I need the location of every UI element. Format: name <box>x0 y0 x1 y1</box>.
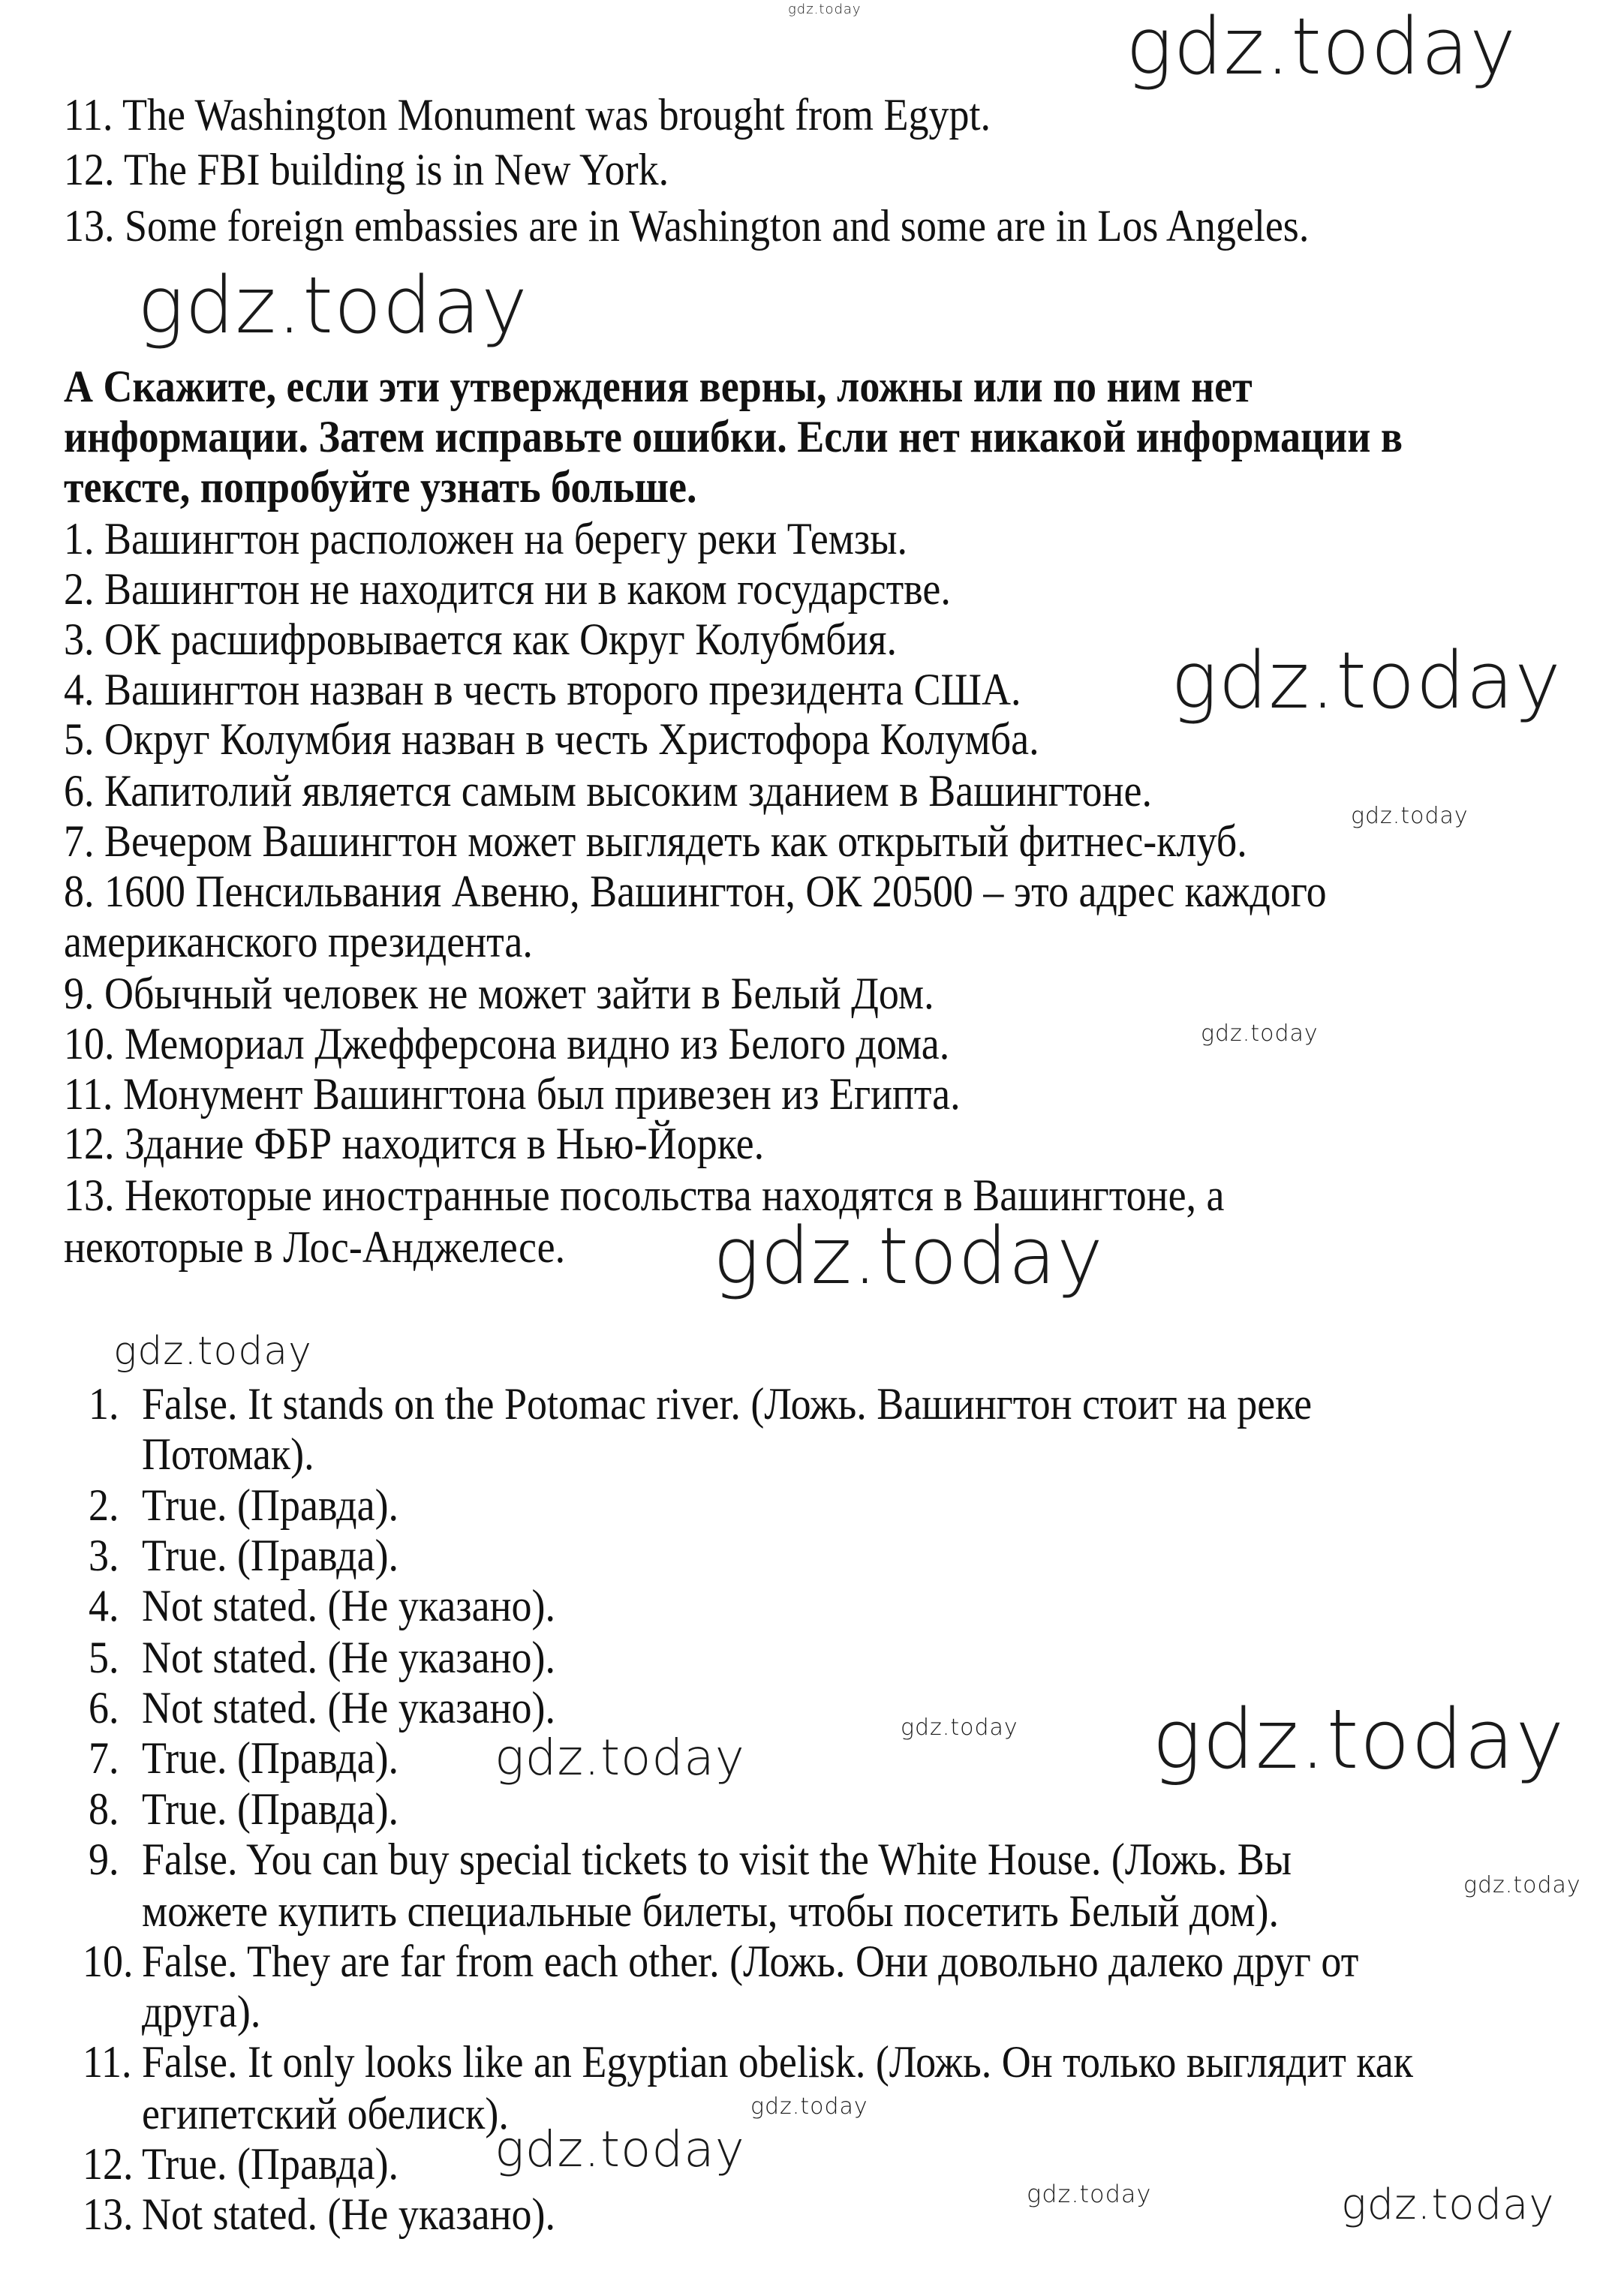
english-item: 12. The FBI building is in New York. <box>64 145 669 194</box>
watermark: gdz.today <box>495 1729 745 1787</box>
russian-item: 1. Вашингтон расположен на берегу реки Темзы. <box>64 514 907 563</box>
answer-number: 10. <box>83 1937 134 1986</box>
watermark: gdz.today <box>1201 1020 1319 1047</box>
answer-text: False. You can buy special tickets to visit the White House. (Ложь. Вы <box>142 1835 1292 1884</box>
answer-number: 3. <box>89 1531 119 1580</box>
answer-text: друга). <box>142 1987 261 2036</box>
answer-text: египетский обелиск). <box>142 2089 509 2138</box>
russian-item: 6. Капитолий является самым высоким зданием в Вашингтоне. <box>64 766 1152 816</box>
answer-number: 2. <box>89 1480 119 1530</box>
answer-text: True. (Правда). <box>142 1531 399 1580</box>
russian-item: 12. Здание ФБР находится в Нью-Йорке. <box>64 1119 765 1168</box>
russian-item: 11. Монумент Вашингтона был привезен из Египта. <box>64 1069 961 1119</box>
answer-text: Потомак). <box>142 1429 314 1479</box>
task-heading-line: тексте, попробуйте узнать больше. <box>64 462 697 512</box>
answer-text: False. It only looks like an Egyptian obelisk. (Ложь. Он только выглядит как <box>142 2037 1413 2087</box>
answer-number: 6. <box>89 1683 119 1733</box>
watermark: gdz.today <box>495 2120 745 2178</box>
watermark: gdz.today <box>1152 1691 1565 1787</box>
task-heading-line: информации. Затем исправьте ошибки. Если нет никакой информации в <box>64 412 1403 461</box>
answer-number: 1. <box>89 1379 119 1429</box>
watermark: gdz.today <box>137 260 528 351</box>
russian-item: 10. Мемориал Джефферсона видно из Белого дома. <box>64 1019 950 1068</box>
answer-text: True. (Правда). <box>142 2139 399 2189</box>
watermark: gdz.today <box>750 2093 868 2120</box>
answer-text: False. It stands on the Potomac river. (Ложь. Вашингтон стоит на реке <box>142 1379 1313 1429</box>
answer-number: 7. <box>89 1733 119 1783</box>
watermark: gdz.today <box>1027 2180 1152 2208</box>
russian-item: 4. Вашингтон назван в честь второго президента США. <box>64 665 1021 714</box>
watermark: gdz.today <box>1463 1872 1581 1898</box>
watermark: gdz.today <box>901 1714 1018 1741</box>
task-heading-line: А Скажите, если эти утверждения верны, ложны или по ним нет <box>64 362 1253 411</box>
russian-item: 2. Вашингтон не находится ни в каком государстве. <box>64 564 951 614</box>
answer-number: 11. <box>83 2037 132 2087</box>
answer-text: Not stated. (Не указано). <box>142 1683 555 1733</box>
russian-item: американского президента. <box>64 917 533 966</box>
answer-number: 5. <box>89 1633 119 1682</box>
answer-text: True. (Правда). <box>142 1784 399 1834</box>
answer-number: 9. <box>89 1835 119 1884</box>
watermark: gdz.today <box>1171 635 1562 726</box>
watermark: gdz.today <box>788 2 862 17</box>
watermark: gdz.today <box>1126 1 1517 92</box>
answer-text: True. (Правда). <box>142 1733 399 1783</box>
russian-item: 3. ОК расшифровывается как Округ Колубмбия. <box>64 615 897 664</box>
answer-text: False. They are far from each other. (Ложь. Они довольно далеко друг от <box>142 1937 1359 1986</box>
answer-number: 4. <box>89 1581 119 1630</box>
russian-item: 13. Некоторые иностранные посольства находятся в Вашингтоне, а <box>64 1171 1225 1220</box>
watermark: gdz.today <box>113 1329 312 1374</box>
answer-text: Not stated. (Не указано). <box>142 1633 555 1682</box>
english-item: 11. The Washington Monument was brought from Egypt. <box>64 90 991 140</box>
russian-item: 5. Округ Колумбия назван в честь Христофора Колумба. <box>64 714 1039 764</box>
answer-number: 8. <box>89 1784 119 1834</box>
answer-number: 13. <box>83 2189 134 2239</box>
russian-item: 8. 1600 Пенсильвания Авеню, Вашингтон, ОК 20500 – это адрес каждого <box>64 867 1327 916</box>
english-item: 13. Some foreign embassies are in Washington and some are in Los Angeles. <box>64 201 1310 251</box>
answer-text: можете купить специальные билеты, чтобы посетить Белый дом). <box>142 1886 1279 1936</box>
watermark: gdz.today <box>713 1210 1104 1302</box>
russian-item: 9. Обычный человек не может зайти в Белый Дом. <box>64 969 934 1018</box>
answer-text: True. (Правда). <box>142 1480 399 1530</box>
answer-text: Not stated. (Не указано). <box>142 1581 555 1630</box>
russian-item: 7. Вечером Вашингтон может выглядеть как открытый фитнес-клуб. <box>64 816 1247 866</box>
watermark: gdz.today <box>1341 2180 1555 2229</box>
russian-item: некоторые в Лос-Анджелесе. <box>64 1222 566 1272</box>
watermark: gdz.today <box>1351 803 1469 829</box>
answer-text: Not stated. (Не указано). <box>142 2189 555 2239</box>
answer-number: 12. <box>83 2139 134 2189</box>
